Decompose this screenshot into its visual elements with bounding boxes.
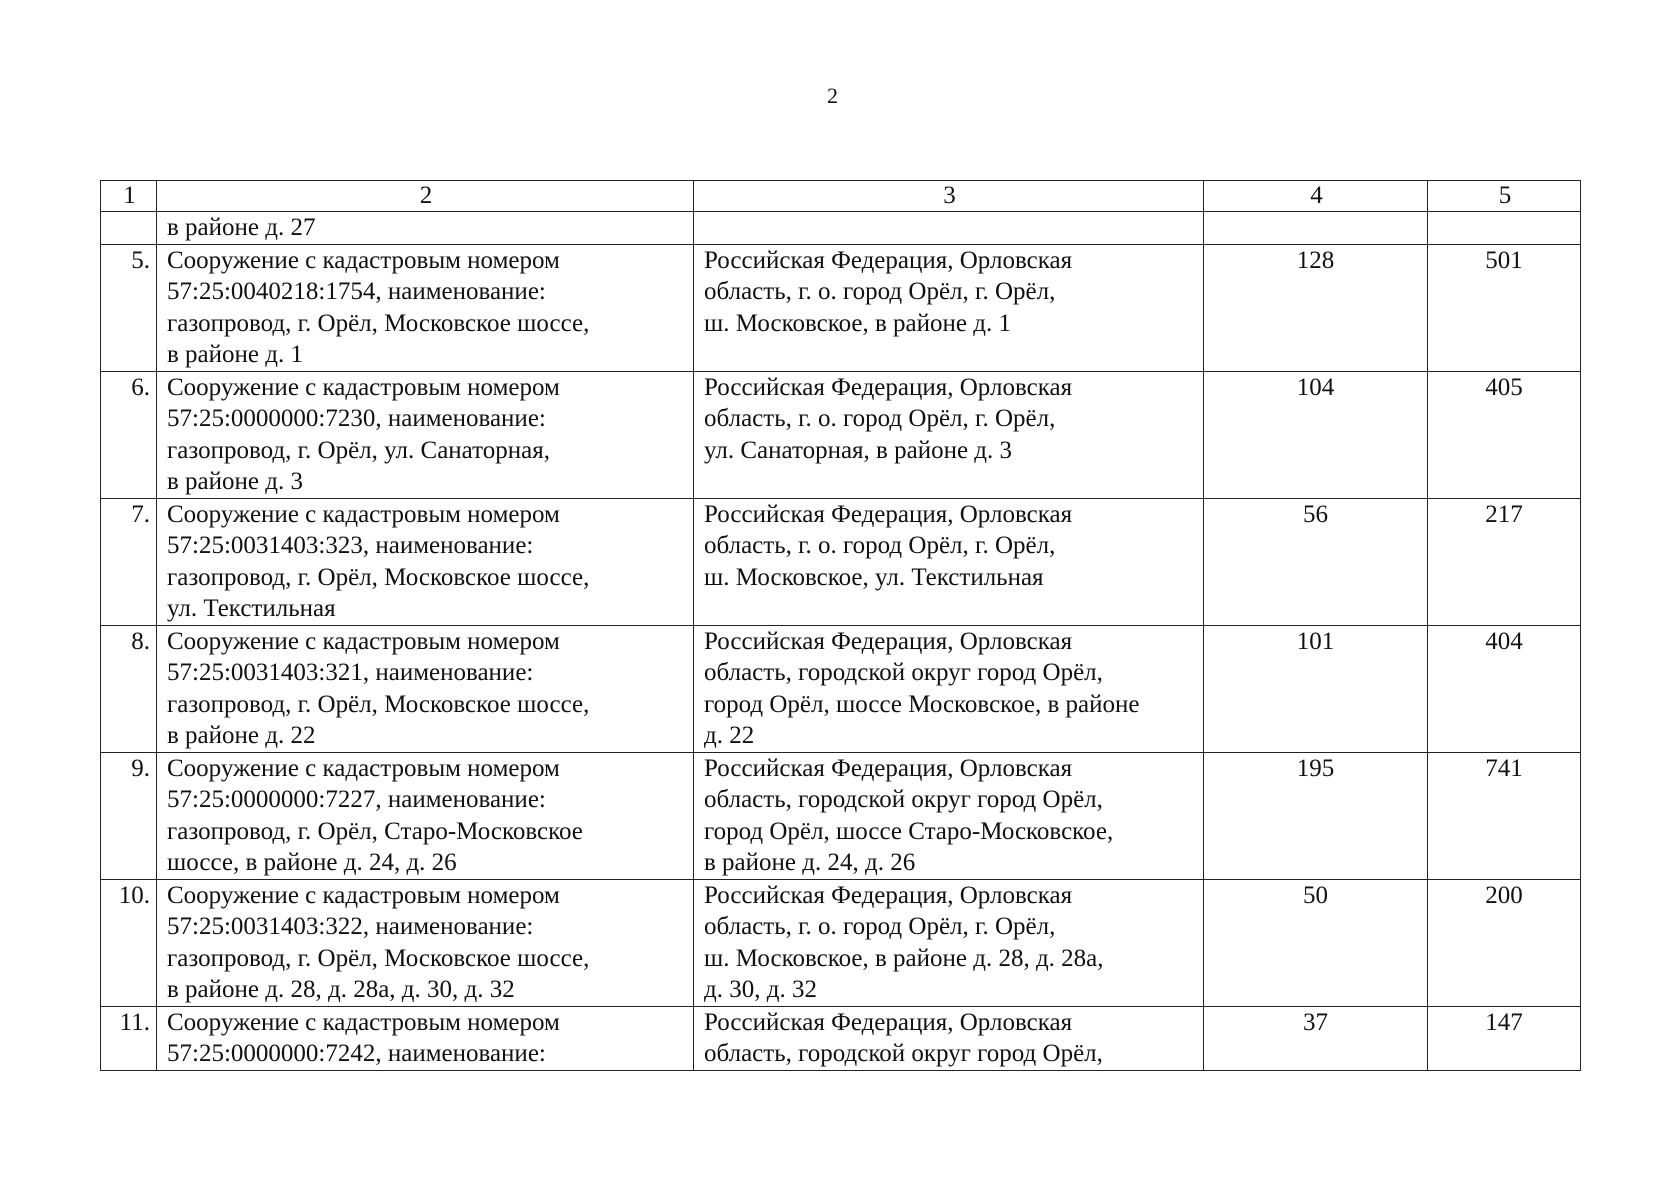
column-header-5: 5 xyxy=(1428,181,1581,212)
address-line: область, г. о. город Орёл, г. Орёл, xyxy=(704,913,1056,940)
description-line: 57:25:0000000:7242, наименование: xyxy=(167,1040,546,1067)
row-number: 11. xyxy=(101,1006,157,1070)
description-line: ул. Текстильная xyxy=(167,595,336,622)
description-line: газопровод, г. Орёл, Московское шоссе, xyxy=(167,690,590,718)
column-4-value: 195 xyxy=(1204,752,1428,879)
row-number xyxy=(101,212,157,245)
description-line: 57:25:0000000:7230, наименование: xyxy=(167,405,546,432)
description-line: в районе д. 28, д. 28а, д. 30, д. 32 xyxy=(167,976,515,1003)
address-line: область, городской округ город Орёл, xyxy=(704,1040,1103,1067)
column-5-value: 147 xyxy=(1428,1006,1581,1070)
column-4-value: 56 xyxy=(1204,498,1428,625)
table-row xyxy=(101,498,1581,625)
object-address xyxy=(694,879,1204,1006)
address-line: область, г. о. город Орёл, г. Орёл, xyxy=(704,532,1056,559)
object-description xyxy=(157,212,694,245)
description-line: Сооружение с кадастровым номером xyxy=(167,246,560,274)
object-address xyxy=(694,625,1204,752)
object-address xyxy=(694,1006,1204,1070)
row-number: 10. xyxy=(101,879,157,1006)
column-5-value: 405 xyxy=(1428,371,1581,498)
address-line: город Орёл, шоссе Старо-Московское, xyxy=(704,817,1114,845)
description-line: Сооружение с кадастровым номером xyxy=(167,627,560,655)
column-header-1: 1 xyxy=(101,181,157,212)
description-line: газопровод, г. Орёл, Старо-Московское xyxy=(167,817,583,845)
address-line: ш. Московское, ул. Текстильная xyxy=(704,563,1044,591)
description-line: Сооружение с кадастровым номером xyxy=(167,1008,560,1036)
description-line: в районе д. 22 xyxy=(167,722,316,749)
column-4-value: 101 xyxy=(1204,625,1428,752)
column-header-3: 3 xyxy=(694,181,1204,212)
column-5-value xyxy=(1428,212,1581,245)
description-line: 57:25:0000000:7227, наименование: xyxy=(167,786,546,813)
object-address xyxy=(694,212,1204,245)
column-5-value: 501 xyxy=(1428,244,1581,371)
column-header-2: 2 xyxy=(157,181,694,212)
row-number: 8. xyxy=(101,625,157,752)
description-line: 57:25:0031403:323, наименование: xyxy=(167,532,534,559)
table-row xyxy=(101,371,1581,498)
object-description xyxy=(157,244,694,371)
row-number: 7. xyxy=(101,498,157,625)
address-line: в районе д. 24, д. 26 xyxy=(704,849,916,876)
address-line: Российская Федерация, Орловская xyxy=(704,627,1073,655)
object-description xyxy=(157,752,694,879)
address-line: город Орёл, шоссе Московское, в районе xyxy=(704,690,1140,718)
description-line: газопровод, г. Орёл, Московское шоссе, xyxy=(167,944,590,972)
object-description xyxy=(157,625,694,752)
object-address xyxy=(694,244,1204,371)
continuation-row xyxy=(101,212,1581,245)
address-line: область, г. о. город Орёл, г. Орёл, xyxy=(704,405,1056,432)
row-number: 6. xyxy=(101,371,157,498)
table-row xyxy=(101,752,1581,879)
object-address xyxy=(694,752,1204,879)
table-row xyxy=(101,244,1581,371)
address-line: область, городской округ город Орёл, xyxy=(704,659,1103,686)
address-line: Российская Федерация, Орловская xyxy=(704,881,1073,909)
object-address xyxy=(694,498,1204,625)
table-row xyxy=(101,1006,1581,1070)
description-line: газопровод, г. Орёл, Московское шоссе, xyxy=(167,309,590,337)
object-description xyxy=(157,371,694,498)
table-row xyxy=(101,879,1581,1006)
description-line: 57:25:0031403:322, наименование: xyxy=(167,913,534,940)
description-line: Сооружение с кадастровым номером xyxy=(167,500,560,528)
object-description xyxy=(157,879,694,1006)
row-number: 5. xyxy=(101,244,157,371)
registry-table xyxy=(100,180,1581,1071)
description-line: 57:25:0031403:321, наименование: xyxy=(167,659,534,686)
address-line: Российская Федерация, Орловская xyxy=(704,373,1073,401)
address-line: ул. Санаторная, в районе д. 3 xyxy=(704,436,1013,464)
column-4-value xyxy=(1204,212,1428,245)
address-line: область, г. о. город Орёл, г. Орёл, xyxy=(704,278,1056,305)
table-header-row xyxy=(101,181,1581,212)
description-line: Сооружение с кадастровым номером xyxy=(167,754,560,782)
description-line: в районе д. 27 xyxy=(167,214,316,241)
description-line: в районе д. 3 xyxy=(167,468,303,495)
column-5-value: 741 xyxy=(1428,752,1581,879)
address-line: Российская Федерация, Орловская xyxy=(704,500,1073,528)
table-row xyxy=(101,625,1581,752)
address-line: д. 30, д. 32 xyxy=(704,976,817,1003)
object-address xyxy=(694,371,1204,498)
row-number: 9. xyxy=(101,752,157,879)
column-5-value: 217 xyxy=(1428,498,1581,625)
address-line: Российская Федерация, Орловская xyxy=(704,754,1073,782)
address-line: ш. Московское, в районе д. 28, д. 28а, xyxy=(704,944,1104,972)
address-line: д. 22 xyxy=(704,722,755,749)
page-number: 2 xyxy=(827,83,838,108)
address-line: ш. Московское, в районе д. 1 xyxy=(704,309,1011,337)
description-line: Сооружение с кадастровым номером xyxy=(167,373,560,401)
column-4-value: 104 xyxy=(1204,371,1428,498)
column-header-4: 4 xyxy=(1204,181,1428,212)
column-5-value: 404 xyxy=(1428,625,1581,752)
address-line: Российская Федерация, Орловская xyxy=(704,1008,1073,1036)
description-line: 57:25:0040218:1754, наименование: xyxy=(167,278,546,305)
description-line: газопровод, г. Орёл, Московское шоссе, xyxy=(167,563,590,591)
column-4-value: 128 xyxy=(1204,244,1428,371)
column-5-value: 200 xyxy=(1428,879,1581,1006)
description-line: шоссе, в районе д. 24, д. 26 xyxy=(167,849,457,876)
address-line: область, городской округ город Орёл, xyxy=(704,786,1103,813)
table-body xyxy=(101,181,1581,1071)
description-line: в районе д. 1 xyxy=(167,341,303,368)
object-description xyxy=(157,498,694,625)
column-4-value: 37 xyxy=(1204,1006,1428,1070)
address-line: Российская Федерация, Орловская xyxy=(704,246,1073,274)
description-line: Сооружение с кадастровым номером xyxy=(167,881,560,909)
description-line: газопровод, г. Орёл, ул. Санаторная, xyxy=(167,436,550,464)
object-description xyxy=(157,1006,694,1070)
column-4-value: 50 xyxy=(1204,879,1428,1006)
